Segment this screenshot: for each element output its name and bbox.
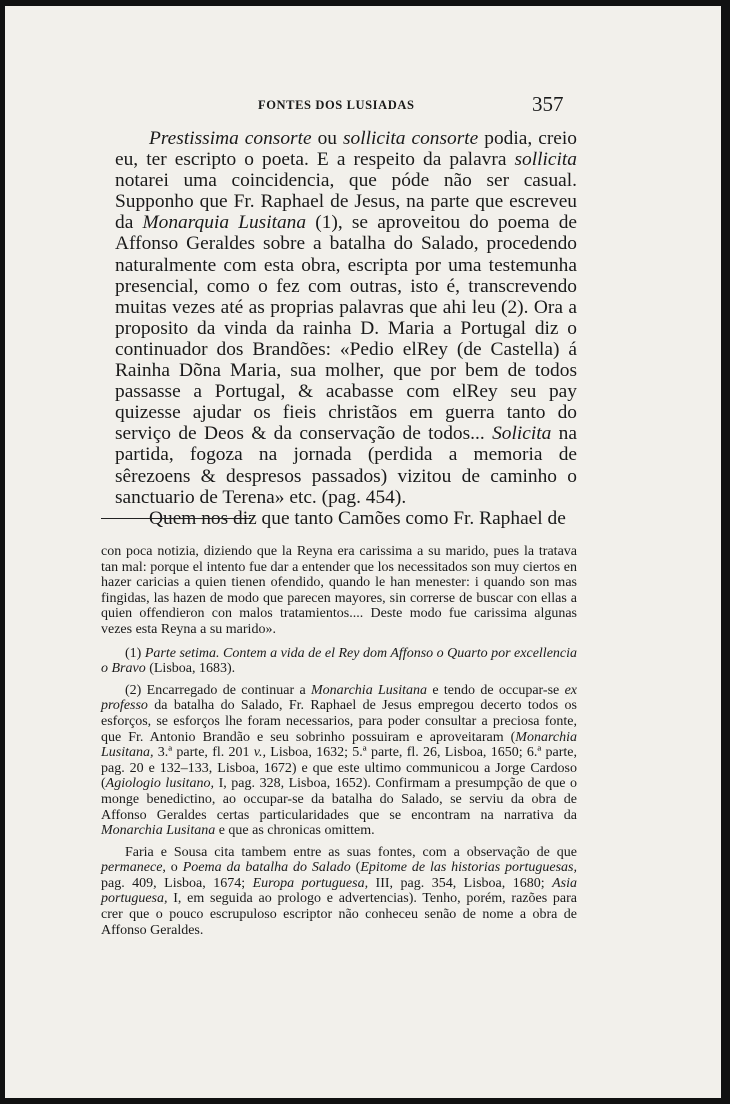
italic-run: sollicita bbox=[514, 149, 577, 171]
footnote-paragraph-3: Faria e Sousa cita tambem entre as suas fontes, com a observação de que permanece, o Poema da batalha do Salado (Epitome de las historias portuguesas, pag. 409, Lisboa, 1674; Europa portuguesa, III, pag. 354, Lisboa, 1680; Asia portuguesa, I, em seguida ao prologo e advertencias). Tenho, porém, razões para crer que o pouco escrupuloso escriptor não conheceu senão de nome a obra de Affonso Geraldes. bbox=[101, 844, 578, 938]
footnote-2: (2) Encarregado de continuar a Monarchia Lusitana e tendo de occupar-se ex professo da batalha do Salado, Fr. Raphael de Jesus empregou decerto todos os esforços, se esforços lhe foram necessarios, para poder consultar a preciosa fonte, que Fr. Antonio Brandão e seu sobrinho possuiram e aproveitaram (Monarchia Lusitana, 3.ª parte, fl. 201 v., Lisboa, 1632; 5.ª parte, fl. 26, Lisboa, 1650; 6.ª parte, pag. 20 e 132–133, Lisboa, 1672) e que este ultimo communicou a Jorge Cardoso (Agiologio lusitano, I, pag. 328, Lisboa, 1652). Confirmam a presumpção de que o monge benedictino, ao occupar-se da batalha do Salado, se serviu da obra de Affonso Geraldes certas particularidades que se encontram na narrativa da Monarchia Lusitana e que as chronicas omittem. bbox=[101, 682, 577, 839]
italic-run: permanece bbox=[101, 860, 163, 876]
footnote-continuation: con poca notizia, diziendo que la Reyna era carissima a su marido, pues la tratava tan mal: porque el intento fue dar a entender que los necessitados son muy ciertos en hazer caricias a quien tienen ofendido, quando le han menester: i quando son mas fingidas, las hazen de modo que parecen mayores, sin correrse de buscar con ellas a quien offendieron con malos tratamientos.... Deste modo fue carissima algunas vezes esta Reyna a su marido». bbox=[101, 544, 577, 637]
italic-run: Monarchia Lusitana bbox=[101, 823, 216, 839]
italic-run: Prestissima consorte bbox=[149, 128, 312, 149]
italic-run: Monarchia Lusitana, bbox=[101, 729, 577, 761]
italic-run: Agiologio lusitano, bbox=[105, 776, 215, 792]
italic-run: Solicita bbox=[492, 423, 552, 445]
footnote-1: (1) Parte setima. Contem a vida de el Rey dom Affonso o Quarto por excellencia o Bravo (Lisboa, 1683). bbox=[101, 645, 578, 677]
italic-run: Europa portuguesa, bbox=[252, 875, 369, 891]
footnote-separator bbox=[101, 518, 251, 519]
italic-run: Monarquia Lusitana bbox=[142, 212, 307, 234]
italic-run: Monarchia Lusitana bbox=[311, 682, 428, 698]
italic-run: Epitome de las historias portuguesas, bbox=[360, 860, 578, 876]
italic-run: sollicita consorte bbox=[343, 128, 479, 149]
main-paragraph-1: Prestissima consorte ou sollicita consorte podia, creio eu, ter escripto o poeta. E a respeito da palavra sollicita notarei uma coincidencia, que póde não ser casual. Supponho que Fr. Raphael de Jesus, na parte que escreveu da Monarquia Lusitana (1), se aproveitou do poema de Affonso Geraldes sobre a batalha do Salado, procedendo naturalmente com esta obra, escripta por uma testemunha presencial, como o fez com outras, isto é, transcrevendo muitas vezes até as proprias palavras que ahi leu (2). Ora a proposito da vinda da rainha D. Maria a Portugal diz o continuador dos Brandões: «Pedio elRey (de Castella) á Rainha Dõna Maria, sua molher, que por bem de todos passasse a Portugal, & acabasse com elRey seu pay quizesse ajudar os fieis christãos em guerra tanto do serviço de Deos & da conservação de todos... Solicita na partida, fogoza na jornada (perdida a memoria de sêrezoens & despresos passados) vizitou de caminho o sanctuario de Terena» etc. (pag. 454). bbox=[115, 128, 577, 508]
page-number: 357 bbox=[532, 92, 564, 116]
main-paragraph-2: Quem nos diz que tanto Camões como Fr. Raphael de bbox=[149, 507, 566, 529]
book-page bbox=[5, 6, 721, 1098]
italic-run: Poema da batalha do Salado bbox=[182, 860, 351, 876]
page-header bbox=[5, 94, 721, 118]
italic-run: Asia portuguesa, bbox=[101, 875, 578, 907]
footnotes bbox=[101, 544, 577, 938]
italic-run: ex professo bbox=[101, 682, 577, 714]
italic-run: v., bbox=[253, 745, 266, 761]
running-head: FONTES DOS LUSIADAS bbox=[258, 98, 415, 112]
main-text bbox=[115, 128, 577, 529]
italic-run: Parte setima. Contem a vida de el Rey dom Affonso o Quarto por excellencia o Bravo bbox=[101, 645, 578, 677]
